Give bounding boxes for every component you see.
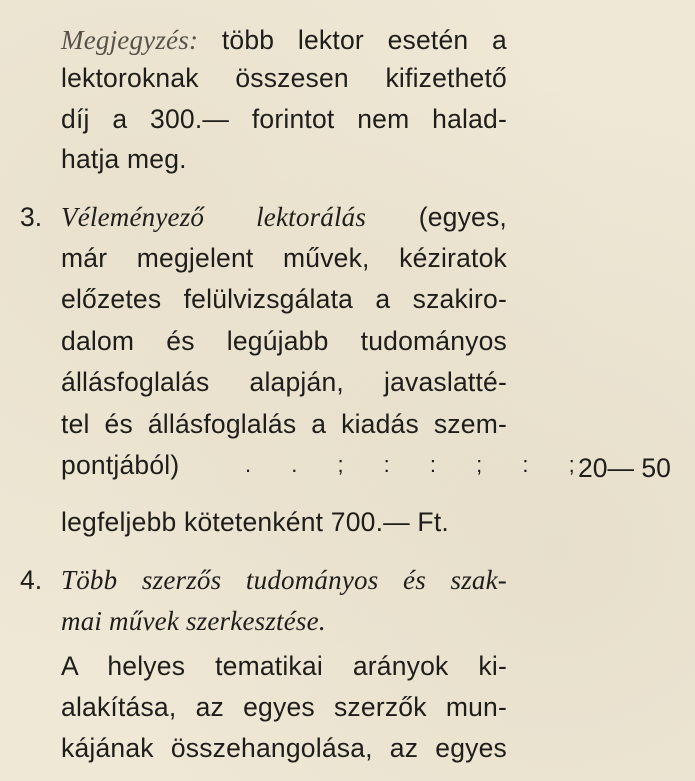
item-3-number: 3. [20,202,43,232]
note-line-1-rest: több lektor esetén a [221,25,507,55]
item-4-title-line-2: mai művek szerkesztése. [61,606,326,636]
note-lead: Megjegyzés: [61,25,199,55]
item-4-number: 4. [20,565,43,595]
item-3-title: Véleményező lektorálás [61,202,367,232]
item-3-line-4: dalom és legújabb tudományos [61,326,507,356]
item-3-line-3: előzetes felülvizsgálata a szakiro- [61,284,507,314]
note-line-3: díj a 300.— forintot nem halad- [61,104,507,134]
item-4-line-2: alakítása, az egyes szerzők mun- [61,692,507,722]
note-line-1 [61,21,507,59]
item-4-line-1: A helyes tematikai arányok ki- [61,651,507,681]
item-4-line-3: kájának összehangolása, az egyes [61,733,507,763]
item-3-line-6: tel és állásfoglalás a kiadás szem- [61,409,507,439]
item-3-line-5: állásfoglalás alapján, javaslatté- [61,367,507,397]
item-3-line-7: pontjából) [61,450,180,480]
item-3-line-1-rest: (egyes, [418,202,507,232]
item-3-price-range: 20— 50 [578,453,671,483]
item-3-line-2: már megjelent művek, kéziratok [61,243,507,273]
item-4-title-line-1: Több szerzős tudományos és szak- [61,565,507,595]
note-line-4: hatja meg. [61,144,187,174]
item-3-line-1 [61,198,507,236]
item-3-leader-dots: . . ; : : ; : ; [245,452,592,477]
item-3-limit: legfeljebb kötetenként 700.— Ft. [61,507,449,537]
note-line-2: lektoroknak összesen kifizethető [61,63,507,93]
